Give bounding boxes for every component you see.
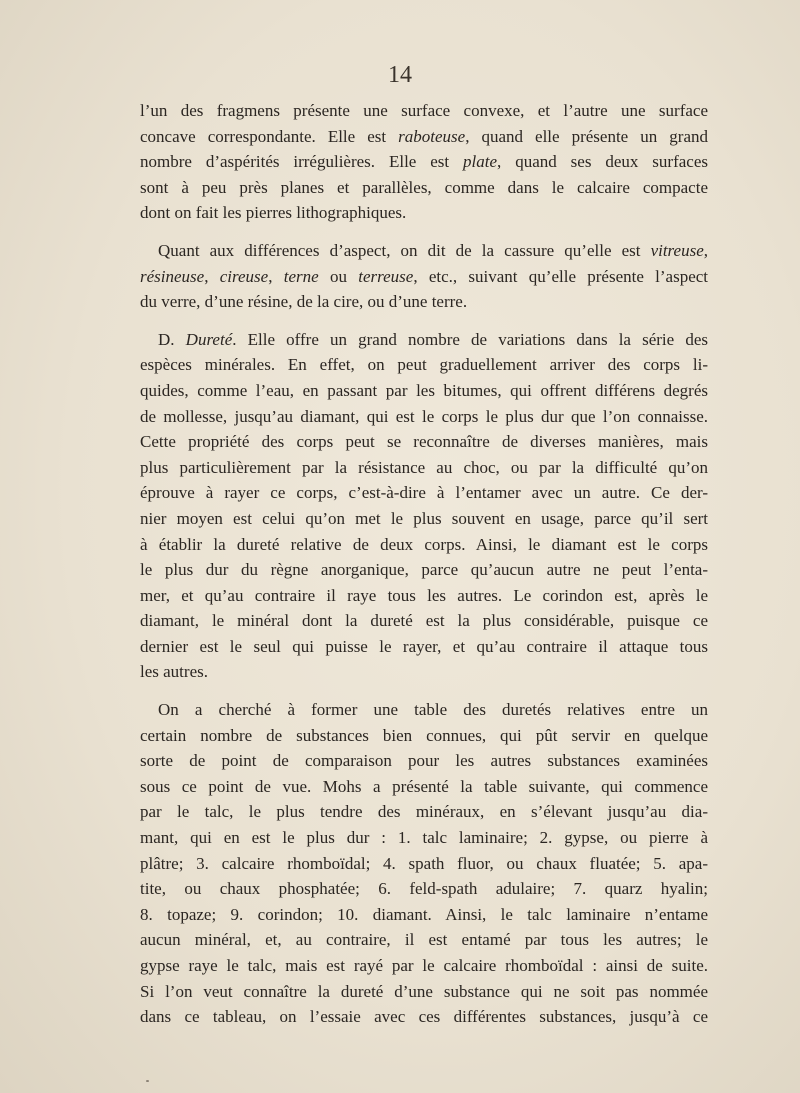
text-line: aucun minéral, et, au contraire, il est entamé par tous les autres; le [140, 930, 708, 950]
text-line: mant, qui en est le plus dur : 1. talc laminaire; 2. gypse, ou pierre à [140, 828, 708, 848]
text-line: nier moyen est celui qu’on met le plus souvent en usage, parce qu’il sert [140, 508, 708, 528]
text-line: par le talc, le plus tendre des minéraux, en s’élevant jusqu’au dia- [140, 802, 708, 822]
text-line: résineuse, cireuse, terne ou terreuse, etc., suivant qu’elle présente l’aspect [140, 266, 708, 286]
text-line: nombre d’aspérités irrégulières. Elle est plate, quand ses deux surfaces [140, 152, 708, 172]
text-line: gypse raye le talc, mais est rayé par le calcaire rhomboïdal : ainsi de suite. [140, 956, 708, 975]
text-line: dernier est le seul qui puisse le rayer, et qu’au contraire il attaque tous [140, 636, 708, 656]
text-line: 8. topaze; 9. corindon; 10. diamant. Ainsi, le talc laminaire n’entame [140, 904, 708, 924]
text-line: sorte de point de comparaison pour les autres substances examinées [140, 751, 708, 771]
paragraph-gap [140, 226, 708, 238]
page-number: 14 [388, 62, 412, 88]
text-line: dans ce tableau, on l’essaie avec ces différentes substances, jusqu’à ce [140, 1007, 708, 1027]
text-line: du verre, d’une résine, de la cire, ou d’une terre. [140, 292, 468, 312]
text-line: éprouve à rayer ce corps, c’est-à-dire à l’entamer avec un autre. Ce der- [140, 483, 708, 503]
text-line: mer, et qu’au contraire il raye tous les autres. Le corindon est, après le [140, 585, 708, 605]
text-line: On a cherché à former une table des duretés relatives entre un [158, 700, 708, 720]
paper-speck [146, 1080, 149, 1082]
paragraph-gap [140, 685, 708, 697]
text-line: Quant aux différences d’aspect, on dit de la cassure qu’elle est vitreuse, [158, 240, 708, 260]
text-line: le plus dur du règne anorganique, parce qu’aucun autre ne peut l’enta- [140, 560, 708, 580]
text-line: sous ce point de vue. Mohs a présenté la table suivante, qui commence [140, 776, 708, 796]
text-line: certain nombre de substances bien connues, qui pût servir en quelque [140, 725, 708, 745]
text-line: Cette propriété des corps peut se reconnaître de diverses manières, mais [140, 432, 708, 452]
text-line: quides, comme l’eau, en passant par les bitumes, qui offrent différens degrés [140, 380, 708, 400]
text-line: espèces minérales. En effet, on peut graduellement arriver des corps li- [140, 355, 708, 375]
paragraph [140, 327, 708, 685]
text-line: plus particulièrement par la résistance au choc, ou par la difficulté qu’on [140, 457, 708, 477]
text-line: les autres. [140, 662, 208, 682]
text-line: Si l’on veut connaître la dureté d’une substance qui ne soit pas nommée [140, 981, 708, 1001]
text-line: D. Dureté. Elle offre un grand nombre de variations dans la série des [158, 329, 708, 349]
paragraph [140, 238, 708, 315]
text-line: tite, ou chaux phosphatée; 6. feld-spath adulaire; 7. quarz hyalin; [140, 879, 708, 899]
paragraph [140, 697, 708, 1030]
text-line: diamant, le minéral dont la dureté est la plus considérable, puisque ce [140, 611, 708, 631]
paragraph-gap [140, 315, 708, 327]
text-line: dont on fait les pierres lithographiques. [140, 203, 407, 223]
text-line: concave correspondante. Elle est raboteuse, quand elle présente un grand [140, 126, 708, 146]
body-text [140, 98, 708, 1030]
text-line: à établir la dureté relative de deux corps. Ainsi, le diamant est le corps [140, 534, 708, 554]
text-line: plâtre; 3. calcaire rhomboïdal; 4. spath fluor, ou chaux fluatée; 5. apa- [140, 853, 708, 873]
text-line: l’un des fragmens présente une surface convexe, et l’autre une surface [140, 101, 708, 120]
paragraph [140, 98, 708, 226]
text-line: de mollesse, jusqu’au diamant, qui est le corps le plus dur que l’on connaisse. [140, 406, 708, 426]
text-line: sont à peu près planes et parallèles, comme dans le calcaire compacte [140, 177, 708, 197]
